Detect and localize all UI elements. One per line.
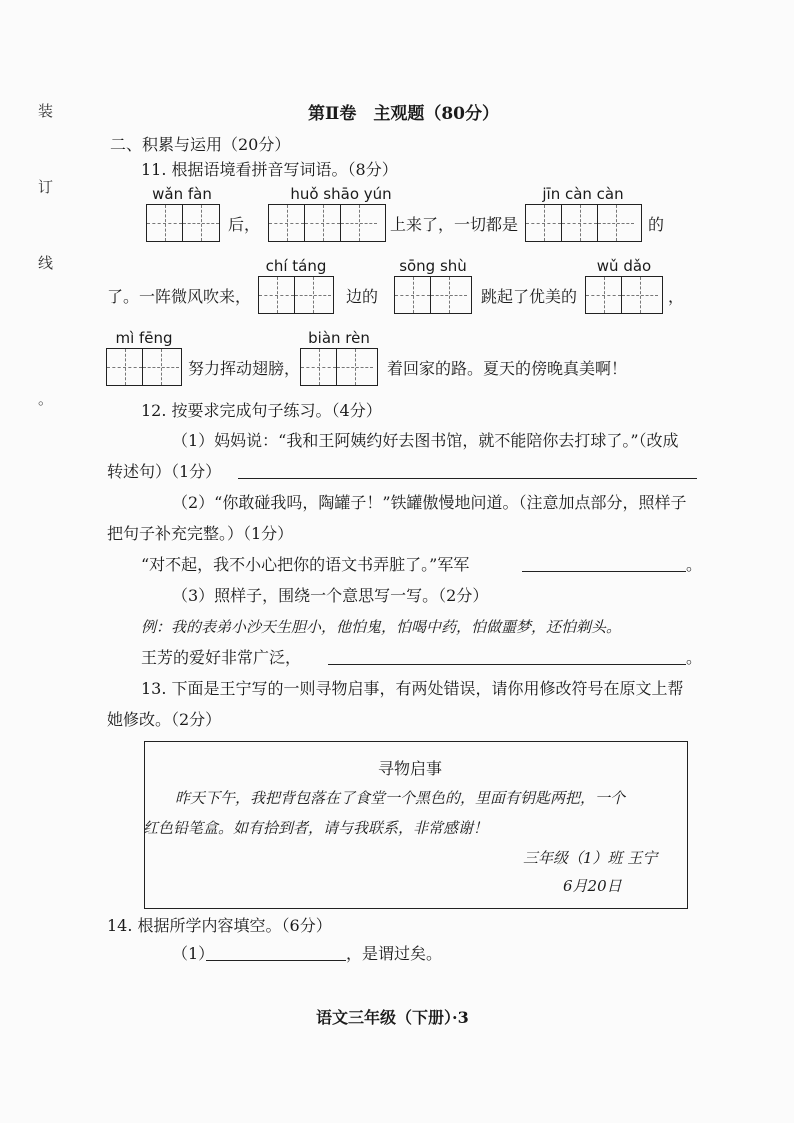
page-footer: 语文三年级（下册）·3 [316, 1008, 469, 1027]
answer-line[interactable] [206, 960, 346, 961]
q11-text: 着回家的路。夏天的傍晚真美啊！ [387, 359, 628, 378]
edge-mark: 订 [38, 178, 54, 196]
pinyin-label: wǎn fàn [152, 185, 212, 203]
answer-grid-mifeng[interactable] [106, 348, 182, 386]
pinyin-label: sōng shù [399, 257, 467, 275]
q11-text: 的 [648, 215, 665, 234]
pinyin-label: mì fēng [115, 329, 173, 347]
pinyin-label: jīn càn càn [542, 185, 624, 203]
q14-prompt: 14. 根据所学内容填空。（6分） [107, 916, 332, 935]
answer-line[interactable] [238, 478, 697, 479]
q12-part3: （3）照样子，围绕一个意思写一写。（2分） [172, 586, 489, 605]
q11-text: 后， [228, 215, 261, 234]
answer-line[interactable] [522, 571, 686, 572]
q12-part1: （1）妈妈说：“我和王阿姨约好去图书馆，就不能陪你去打球了。”（改成 [172, 431, 679, 450]
notice-date: 6月20日 [563, 877, 622, 895]
pinyin-label: wǔ dǎo [596, 257, 652, 275]
edge-mark: 。 [38, 390, 54, 408]
page-title: 第Ⅱ卷 主观题（80分） [308, 104, 499, 124]
pinyin-label: biàn rèn [308, 329, 370, 347]
q12-part3-example: 例：我的表弟小沙天生胆小，他怕鬼，怕喝中药，怕做噩梦，还怕剃头。 [141, 618, 622, 636]
punct: 。 [686, 648, 703, 667]
q13-prompt: 她修改。（2分） [107, 710, 222, 729]
answer-grid-wudao[interactable] [585, 276, 663, 314]
edge-mark: 装 [38, 102, 54, 120]
pinyin-label: huǒ shāo yún [290, 185, 392, 203]
section-heading: 二、积累与运用（20分） [110, 135, 291, 154]
q12-part2-example: “对不起，我不小心把你的语文书弄脏了。”军军 [141, 555, 470, 574]
q11-text: 边的 [346, 287, 379, 306]
q11-text: 努力挥动翅膀， [188, 359, 301, 378]
notice-body: 昨天下午，我把背包落在了食堂一个黑色的，里面有钥匙两把，一个 [175, 789, 626, 807]
q11-text: 上来了，一切都是 [390, 215, 519, 234]
notice-body: 红色铅笔盒。如有拾到者，请与我联系，非常感谢！ [143, 819, 489, 837]
notice-signature: 三年级（1）班 王宁 [523, 849, 658, 867]
q11-prompt: 11. 根据语境看拼音写词语。（8分） [141, 160, 398, 179]
q14-item: （1） [172, 944, 215, 963]
punct: 。 [686, 555, 703, 574]
q12-part3-stem: 王芳的爱好非常广泛， [141, 648, 302, 667]
notice-title: 寻物启事 [378, 759, 443, 778]
q12-part2: （2）“你敢碰我吗，陶罐子！”铁罐傲慢地问道。（注意加点部分，照样子 [172, 493, 687, 512]
q11-text: 了。一阵微风吹来， [107, 287, 252, 306]
q12-part2: 把句子补充完整。）（1分） [107, 524, 294, 543]
q13-prompt: 13. 下面是王宁写的一则寻物启事，有两处错误，请你用修改符号在原文上帮 [141, 679, 684, 698]
answer-grid-huoshaoyun[interactable] [268, 204, 386, 242]
answer-grid-wanfan[interactable] [146, 204, 220, 242]
answer-grid-chitang[interactable] [258, 276, 334, 314]
edge-mark: 线 [38, 254, 54, 272]
notice-box [144, 741, 688, 909]
answer-grid-jincancan[interactable] [525, 204, 642, 242]
answer-grid-bianren[interactable] [300, 348, 378, 386]
answer-line[interactable] [328, 664, 686, 665]
q11-text: ， [668, 287, 685, 306]
q12-part1: 转述句）（1分） [107, 462, 222, 481]
q11-text: 跳起了优美的 [481, 287, 578, 306]
q14-item: ，是谓过矣。 [346, 944, 443, 963]
q12-prompt: 12. 按要求完成句子练习。（4分） [141, 401, 382, 420]
answer-grid-songshu[interactable] [394, 276, 472, 314]
pinyin-label: chí táng [265, 257, 327, 275]
